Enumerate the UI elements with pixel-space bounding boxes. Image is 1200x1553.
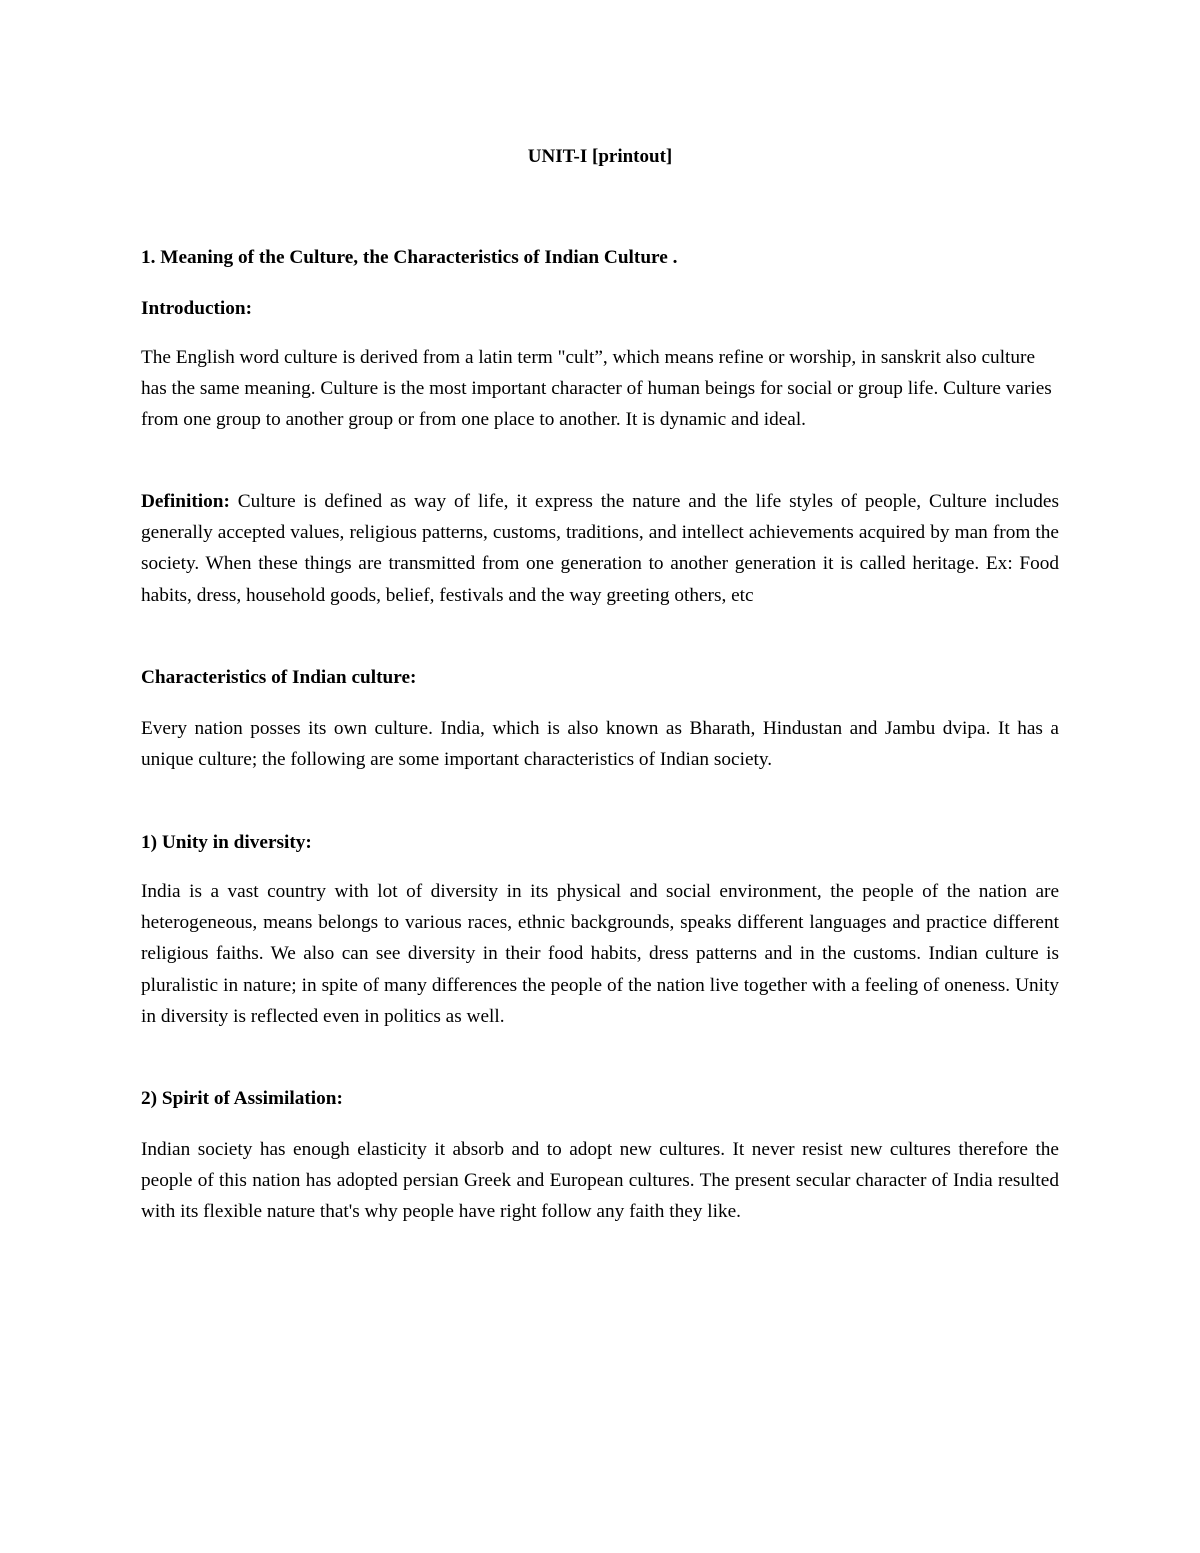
introduction-heading: Introduction: [141, 298, 253, 319]
introduction-paragraph: The English word culture is derived from a latin term "cult”, which means refine or worship, in sanskrit also culture has the same meaning. Culture is the most important character of human beings for social or group life. Culture varies from one group to another group or from one place to another. It is dynamic and ideal. [141, 347, 1052, 431]
assimilation-paragraph: Indian society has enough elasticity it absorb and to adopt new cultures. It never resist new cultures therefore the people of this nation has adopted persian Greek and European cultures. The present secular character of India resulted with its flexible nature that's why people have right follow any faith they like. [141, 1139, 1059, 1223]
assimilation-heading: 2) Spirit of Assimilation: [141, 1088, 343, 1109]
definition-text: Culture is defined as way of life, it express the nature and the life styles of people, Culture includes generally accepted values, religious patterns, customs, traditions, and intellect achievements acquired by man from the society. When these things are transmitted from one generation to another generation it is called heritage. Ex: Food habits, dress, household goods, belief, festivals and the way greeting others, etc [141, 491, 1059, 606]
section-heading: 1. Meaning of the Culture, the Characteristics of Indian Culture . [141, 247, 678, 268]
unity-paragraph: India is a vast country with lot of diversity in its physical and social environment, the people of the nation are heterogeneous, means belongs to various races, ethnic backgrounds, speaks different languages and practice different religious faiths. We also can see diversity in their food habits, dress patterns and in the customs. Indian culture is pluralistic in nature; in spite of many differences the people of the nation live together with a feeling of oneness. Unity in diversity is reflected even in politics as well. [141, 881, 1059, 1027]
definition-paragraph [141, 486, 1059, 611]
characteristics-paragraph: Every nation posses its own culture. India, which is also known as Bharath, Hindustan and Jambu dvipa. It has a unique culture; the following are some important characteristics of Indian society. [141, 718, 1059, 771]
characteristics-heading: Characteristics of Indian culture: [141, 667, 417, 688]
document-title: UNIT-I [printout] [527, 146, 673, 167]
unity-heading: 1) Unity in diversity: [141, 832, 312, 853]
definition-label: Definition: [141, 491, 230, 512]
